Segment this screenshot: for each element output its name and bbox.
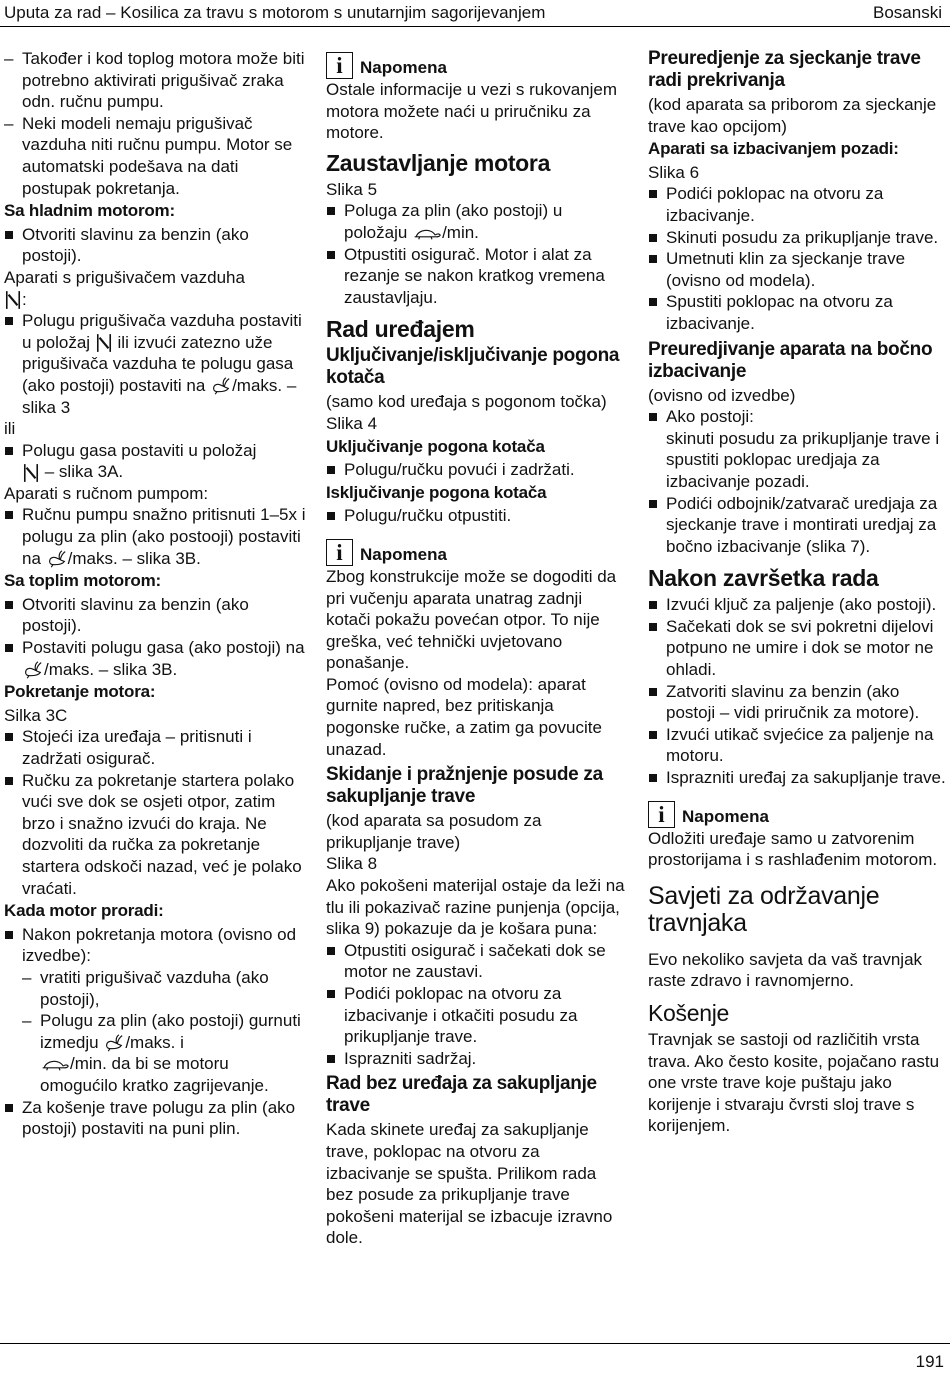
note-text: Zbog konstrukcije može se dogoditi da pri vučenju aparata unatrag zadnji kotači pokažu povećan otpor. To nije greška, već tehnički uvjetovano ponašanje. [326,566,617,673]
turtle-min-icon [413,226,441,241]
figure-ref: Slika 6 [648,162,700,182]
bullet-item: Otvoriti slavinu za benzin (ako postoji). [4,594,310,637]
hare-max-icon [23,661,43,679]
dash-item: – vratiti prigušivač vazduha (ako postoji), [4,967,310,1010]
paragraph: (kod aparata sa posudom za prikupljanje trave) [326,811,542,852]
subsection-heading-drive: Uključivanje/isključivanje pogona kotača [326,345,620,389]
subheading-warm-engine: Sa toplim motorom: [4,571,161,591]
choke-icon [96,333,112,353]
page-footer [0,1343,950,1371]
note-heading: i Napomena [648,801,946,828]
dash-item: – Polugu za plin (ako postoji) gurnuti izmedju /maks. i /min. da bi se motoru omogućilo kratko zagrijevanje. [4,1010,310,1096]
bullet-item: Izvući utikač svjećice za paljenje na motoru. [648,724,946,767]
subheading-engine-running: Kada motor proradi: [4,901,164,921]
info-icon: i [648,801,675,828]
figure-ref: Silka 3C [4,705,68,725]
bullet-item: Podići poklopac na otvoru za izbacivanje i otkačiti posudu za prikupljanje trave. [326,983,628,1048]
hare-max-icon [104,1034,124,1052]
note-heading: i Napomena [326,52,628,79]
header-language: Bosanski [873,3,942,22]
bullet-item: Polugu prigušivača vazduha postaviti u položaj ili izvući zatezno uže prigušivača vazduha te polugu gasa (ako postoji) postaviti na /maks. – slika 3 [4,310,310,418]
figure-ref: Slika 5 [326,179,378,199]
bullet-item: Skinuti posudu za prikupljanje trave. [648,227,946,249]
paragraph: (samo kod uređaja s pogonom točka) [326,392,607,412]
section-heading-stop: Zaustavljanje motora [326,149,551,176]
subheading-rear-discharge: Aparati sa izbacivanjem pozadi: [648,139,899,159]
bullet-item: Ako postoji: skinuti posudu za prikupljanje trave i spustiti poklopac uredjaja za izbacivanje pozadi. [648,406,946,492]
subheading-drive-on: Uključivanje pogona kotača [326,436,545,456]
column-3 [648,48,946,1137]
figure-ref: Slika 4 [326,413,378,433]
paragraph: (ovisno od izvedbe) [648,385,796,405]
bullet-item: Sačekati dok se svi pokretni dijelovi potpuno ne umire i dok se motor ne ohladi. [648,616,946,681]
bullet-item: Ručku za pokretanje startera polako vući sve dok se osjeti otpor, zatim brzo i snažno izvući do kraja. Ne dozvoliti da ručka za pokretanje startera odskoči nazad, već je polako vraćati. [4,770,310,900]
bullet-item: Poluga za plin (ako postoji) u položaju /min. [326,200,628,243]
subheading-cold-engine: Sa hladnim motorom: [4,201,175,221]
column-1 [4,48,310,1140]
bullet-item: Polugu/ručku otpustiti. [326,505,628,527]
subheading-drive-off: Isključivanje pogona kotača [326,482,547,502]
bullet-item: Postaviti polugu gasa (ako postoji) na /maks. – slika 3B. [4,637,310,680]
page-header [0,0,950,27]
paragraph: Ako pokošeni materijal ostaje da leži na tlu ili pokazivač razine punjenja (opcija, slika 9) pokazuje da je košara puna: [326,876,625,939]
choke-icon [23,463,39,483]
paragraph: Evo nekoliko savjeta da vaš travnjak raste zdravo i ravnomjerno. [648,949,923,991]
paragraph: Kada skinete uređaj za sakupljanje trave, poklopac na otvoru za izbacivanje se spušta. Prilikom rada bez posude za prikupljanje trave pokošeni materijal se izbacuje izravno dole. [326,1120,613,1248]
hare-max-icon [211,377,231,395]
subsection-heading-empty-bag: Skidanje i pražnjenje posude za sakupljanje trave [326,764,603,808]
section-heading-mowing: Košenje [648,1000,730,1026]
subsection-heading-mulching: Preuredjenje za sjeckanje trave radi prekrivanja [648,48,921,91]
header-title: Uputa za rad – Kosilica za travu s motorom s unutarnjim sagorijevanjem [4,3,546,22]
paragraph: Travnjak se sastoji od različitih vrsta trava. Ako često kosite, pojačano rastu one vrste trave koje puštaju jako korijenje i stvaraju čvrsti sloj trave s korijenjem. [648,1030,940,1136]
page-number: 191 [915,1352,944,1371]
subheading-start-engine: Pokretanje motora: [4,682,156,702]
bullet-item: Podići odbojnik/zatvarač uredjaja za sjeckanje trave i montirati uredjaj za bočno izbacivanje (slika 7). [648,493,946,558]
paragraph-or: ili [4,419,16,439]
paragraph-pump: Aparati s ručnom pumpom: [4,483,209,503]
hare-max-icon [47,550,67,568]
note-text: Odložiti uređaje samo u zatvorenim prostorijama i s rashlađenim motorom. [648,828,938,870]
bullet-item: Za košenje trave polugu za plin (ako postoji) postaviti na puni plin. [4,1097,310,1140]
bullet-item: Stojeći iza uređaja – pritisnuti i zadržati osigurač. [4,726,310,769]
info-icon: i [326,52,353,79]
bullet-item: Nakon pokretanja motora (ovisno od izvedbe): [4,924,310,967]
chapter-heading-lawn: Savjeti za održavanje travnjaka [648,881,880,937]
dash-item: – Neki modeli nemaju prigušivač vazduha niti ručnu pumpu. Motor se automatski podešava na dati postupak pokretanja. [4,113,310,199]
dash-item: – Također i kod toplog motora može biti potrebno aktivirati prigušivač zraka odn. ručnu pumpu. [4,48,310,113]
figure-ref: Slika 8 [326,854,378,874]
subsection-heading-side-discharge: Preuredjivanje aparata na bočno izbacivanje [648,338,933,382]
bullet-item: Zatvoriti slavinu za benzin (ako postoji – vidi priručnik za motore). [648,681,946,724]
bullet-item: Otpustiti osigurač. Motor i alat za rezanje se nakon kratkog vremena zaustavljaju. [326,244,628,309]
subsection-heading-no-bag: Rad bez uređaja za sakupljanje trave [326,1073,597,1117]
bullet-item: Otpustiti osigurač i sačekati dok se motor ne zaustavi. [326,940,628,983]
paragraph-choke: Aparati s prigušivačem vazduha : [4,267,245,309]
bullet-item: Polugu/ručku povući i zadržati. [326,459,628,481]
bullet-item: Isprazniti sadržaj. [326,1048,628,1070]
section-heading-operation: Rad uređajem [326,316,475,343]
bullet-item: Polugu gasa postaviti u položaj – slika 3A. [4,440,310,483]
note-heading: i Napomena [326,539,628,566]
section-heading-after-work: Nakon završetka rada [648,565,879,592]
bullet-item: Otvoriti slavinu za benzin (ako postoji). [4,224,310,267]
bullet-item: Podići poklopac na otvoru za izbacivanje. [648,183,946,226]
bullet-item: Umetnuti klin za sjeckanje trave (ovisno od modela). [648,248,946,291]
note-text: Ostale informacije u vezi s rukovanjem motora možete naći u priručniku za motore. [326,80,618,143]
info-icon: i [326,539,353,566]
bullet-item: Isprazniti uređaj za sakupljanje trave. [648,767,946,789]
bullet-item: Spustiti poklopac na otvoru za izbacivanje. [648,291,946,334]
bullet-item: Izvući ključ za paljenje (ako postoji). [648,594,946,616]
paragraph: (kod aparata sa priborom za sjeckanje trave kao opcijom) [648,95,937,136]
column-2 [326,48,628,1249]
bullet-item: Ručnu pumpu snažno pritisnuti 1–5x i polugu za plin (ako postooji) postaviti na /maks. – slika 3B. [4,504,310,569]
turtle-min-icon [41,1057,69,1072]
note-text: Pomoć (ovisno od modela): aparat gurnite napred, bez pritiskanja pogonske ručke, a zatim ga povucite unazad. [326,674,602,759]
choke-icon [5,290,21,310]
